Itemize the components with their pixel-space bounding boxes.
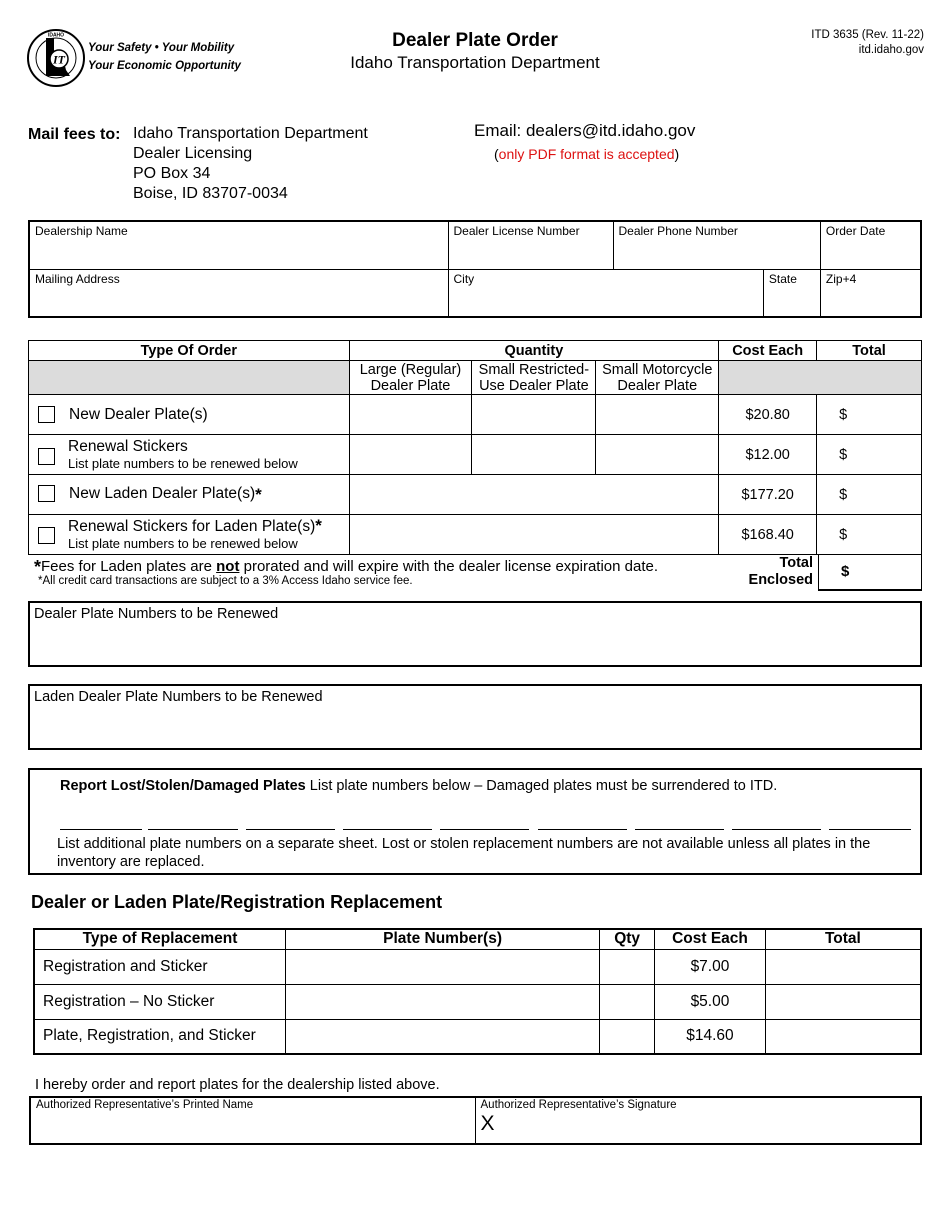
plate-number-blank[interactable]: [635, 829, 724, 830]
mail-label: Mail fees to:: [28, 126, 121, 143]
cost-each: $12.00: [719, 435, 817, 475]
email-address: Email: dealers@itd.idaho.gov: [474, 121, 696, 140]
form-number: ITD 3635 (Rev. 11-22): [811, 29, 924, 41]
qty-large-input[interactable]: [349, 435, 472, 475]
total-input[interactable]: [765, 1019, 921, 1054]
cost-each: $177.20: [719, 475, 817, 515]
cost-each: $168.40: [719, 515, 817, 555]
form-subtitle: Idaho Transportation Department: [350, 53, 600, 72]
checkbox-new-dealer-plates[interactable]: [38, 406, 55, 423]
header-plate-numbers: Plate Number(s): [285, 929, 599, 949]
svg-text:IDAHO: IDAHO: [47, 32, 65, 39]
city-field[interactable]: City: [448, 269, 763, 317]
lost-stolen-heading: Report Lost/Stolen/Damaged Plates List plate numbers below – Damaged plates must be surrendered to ITD.: [60, 778, 778, 794]
form-number-block: [811, 28, 924, 58]
signature-field[interactable]: [475, 1097, 921, 1144]
order-row-new-dealer-plates: [29, 395, 922, 435]
order-row-renewal-laden: [29, 515, 922, 555]
row-label: Renewal Stickers: [68, 437, 188, 455]
plate-number-input[interactable]: [285, 1019, 599, 1054]
order-statement: I hereby order and report plates for the dealership listed above.: [35, 1077, 440, 1093]
laden-fee-note: *Fees for Laden plates are not prorated and will expire with the dealer license expiration date.: [34, 557, 659, 577]
mailing-address-field[interactable]: Mailing Address: [29, 269, 448, 317]
cost-each: $7.00: [655, 949, 766, 984]
subheader-large-plate: Large (Regular) Dealer Plate: [349, 361, 472, 395]
checkbox-renewal-stickers[interactable]: [38, 448, 55, 465]
order-row-new-laden-plates: [29, 475, 922, 515]
mail-fees-label: [28, 125, 120, 145]
laden-plate-renew-box[interactable]: [28, 684, 922, 750]
form-title: Dealer Plate Order: [392, 30, 558, 51]
header-qty: Qty: [600, 929, 655, 949]
dealer-plate-renew-box[interactable]: [28, 601, 922, 667]
laden-plate-renew-label: Laden Dealer Plate Numbers to be Renewed: [34, 689, 323, 705]
mail-address-line-2: Dealer Licensing: [133, 145, 253, 162]
zip-field[interactable]: Zip+4: [820, 269, 921, 317]
plate-number-blank[interactable]: [343, 829, 432, 830]
plate-number-blank[interactable]: [732, 829, 821, 830]
signature-label: Authorized Representative’s Signature: [480, 1099, 677, 1111]
plate-number-input[interactable]: [285, 984, 599, 1019]
dealer-info-table: [28, 220, 922, 318]
total-input[interactable]: $: [817, 395, 922, 435]
header-cost-each: Cost Each: [655, 929, 766, 949]
row-label: New Dealer Plate(s): [69, 405, 208, 423]
plate-number-blank[interactable]: [60, 829, 142, 830]
mail-address-line-1: Idaho Transportation Department: [133, 125, 368, 142]
tagline-economic-opportunity: Your Economic Opportunity: [88, 60, 241, 72]
dealer-license-number-field[interactable]: Dealer License Number: [448, 221, 613, 269]
qty-small-restricted-input[interactable]: [472, 395, 596, 435]
checkbox-renewal-laden[interactable]: [38, 527, 55, 544]
total-input[interactable]: [765, 984, 921, 1019]
svg-text:IT: IT: [53, 52, 65, 67]
plate-number-input[interactable]: [285, 949, 599, 984]
replacement-table: [33, 928, 922, 1055]
pdf-format-note: (only PDF format is accepted): [494, 146, 680, 162]
replacement-row: [34, 949, 921, 984]
header-total: Total: [765, 929, 921, 949]
total-input[interactable]: [765, 949, 921, 984]
row-label: Renewal Stickers for Laden Plate(s): [68, 518, 316, 535]
signature-table: [29, 1096, 922, 1145]
header-total: Total: [817, 341, 922, 361]
plate-number-blank[interactable]: [538, 829, 627, 830]
printed-name-field[interactable]: Authorized Representative’s Printed Name: [30, 1097, 475, 1144]
header-cost-each: Cost Each: [719, 341, 817, 361]
qty-laden-renewal-input[interactable]: [349, 515, 719, 555]
subheader-blank-cost: [719, 361, 922, 395]
row-sublabel: List plate numbers to be renewed below: [68, 455, 298, 471]
row-sublabel: List plate numbers to be renewed below: [68, 536, 298, 551]
cost-each: $14.60: [655, 1019, 766, 1054]
state-field[interactable]: State: [763, 269, 820, 317]
replacement-type: Registration – No Sticker: [34, 984, 285, 1019]
qty-input[interactable]: [600, 984, 655, 1019]
lost-stolen-note: List additional plate numbers on a separate sheet. Lost or stolen replacement numbers are not available unless all plates in the inventory are replaced.: [57, 836, 871, 870]
dealer-phone-field[interactable]: Dealer Phone Number: [613, 221, 820, 269]
dealership-name-field[interactable]: Dealership Name: [29, 221, 448, 269]
replacement-type: Plate, Registration, and Sticker: [34, 1019, 285, 1054]
laden-asterisk: *: [315, 516, 322, 535]
subheader-small-restricted-plate: Small Restricted- Use Dealer Plate: [472, 361, 596, 395]
qty-large-input[interactable]: [349, 395, 472, 435]
replacement-row: [34, 1019, 921, 1054]
header-quantity: Quantity: [349, 341, 719, 361]
checkbox-new-laden-plates[interactable]: [38, 485, 55, 502]
total-enclosed-label: Total Enclosed: [748, 555, 813, 588]
lost-stolen-section: [28, 768, 922, 875]
order-row-renewal-stickers: [29, 435, 922, 475]
header-type-of-order: Type Of Order: [29, 341, 350, 361]
plate-number-blank[interactable]: [829, 829, 911, 830]
qty-input[interactable]: [600, 1019, 655, 1054]
order-date-field[interactable]: Order Date: [820, 221, 921, 269]
qty-motorcycle-input[interactable]: [596, 395, 719, 435]
qty-laden-input[interactable]: [349, 475, 719, 515]
subheader-small-motorcycle-plate: Small Motorcycle Dealer Plate: [596, 361, 719, 395]
header-type-of-replacement: Type of Replacement: [34, 929, 285, 949]
qty-small-restricted-input[interactable]: [472, 435, 596, 475]
replacement-section-title: Dealer or Laden Plate/Registration Replacement: [31, 892, 443, 912]
replacement-row: [34, 984, 921, 1019]
total-input[interactable]: $: [817, 435, 922, 475]
row-label: New Laden Dealer Plate(s): [69, 484, 256, 502]
mail-address-line-4: Boise, ID 83707-0034: [133, 185, 288, 202]
website: itd.idaho.gov: [858, 44, 924, 56]
qty-input[interactable]: [600, 949, 655, 984]
dealer-plate-renew-label: Dealer Plate Numbers to be Renewed: [34, 606, 279, 622]
mail-address-line-3: PO Box 34: [133, 165, 211, 182]
order-table: [28, 340, 922, 555]
qty-motorcycle-input[interactable]: [596, 435, 719, 475]
total-enclosed-input[interactable]: $: [818, 554, 922, 591]
plate-number-blank[interactable]: [246, 829, 335, 830]
total-input[interactable]: $: [817, 475, 922, 515]
cost-each: $20.80: [719, 395, 817, 435]
replacement-type: Registration and Sticker: [34, 949, 285, 984]
cost-each: $5.00: [655, 984, 766, 1019]
plate-number-blank[interactable]: [148, 829, 238, 830]
total-input[interactable]: $: [817, 515, 922, 555]
tagline-safety-mobility: Your Safety • Your Mobility: [88, 42, 235, 54]
plate-number-blank[interactable]: [440, 829, 529, 830]
subheader-blank: [29, 361, 350, 395]
laden-asterisk: *: [255, 484, 262, 504]
credit-card-fee-note: *All credit card transactions are subject to a 3% Access Idaho service fee.: [38, 575, 413, 587]
signature-x-mark: X: [480, 1112, 495, 1135]
